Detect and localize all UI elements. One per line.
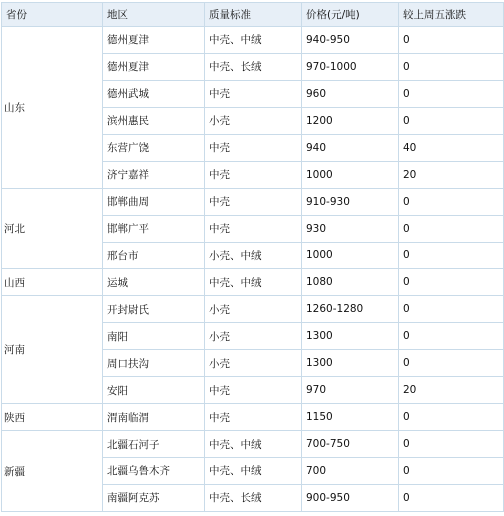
province-cell: 山西 xyxy=(2,269,103,296)
price-cell: 1300 xyxy=(302,323,399,350)
quality-cell: 中壳 xyxy=(205,404,302,431)
quality-cell: 中壳 xyxy=(205,215,302,242)
region-cell: 滨州惠民 xyxy=(103,107,205,134)
province-cell: 山东 xyxy=(2,27,103,189)
region-cell: 周口扶沟 xyxy=(103,350,205,377)
price-cell: 910-930 xyxy=(302,188,399,215)
price-cell: 960 xyxy=(302,80,399,107)
price-cell: 900-950 xyxy=(302,484,399,511)
quality-cell: 中壳、中绒 xyxy=(205,27,302,54)
quality-cell: 中壳、中绒 xyxy=(205,431,302,458)
price-cell: 940 xyxy=(302,134,399,161)
region-cell: 德州武城 xyxy=(103,80,205,107)
price-table xyxy=(1,2,504,512)
change-cell: 0 xyxy=(399,323,504,350)
region-cell: 邢台市 xyxy=(103,242,205,269)
header-region: 地区 xyxy=(103,3,205,27)
header-row xyxy=(2,3,504,27)
province-cell: 陕西 xyxy=(2,404,103,431)
region-cell: 渭南临渭 xyxy=(103,404,205,431)
region-cell: 东营广饶 xyxy=(103,134,205,161)
change-cell: 0 xyxy=(399,215,504,242)
change-cell: 0 xyxy=(399,80,504,107)
change-cell: 0 xyxy=(399,27,504,54)
change-cell: 0 xyxy=(399,431,504,458)
change-cell: 20 xyxy=(399,377,504,404)
region-cell: 北疆石河子 xyxy=(103,431,205,458)
region-cell: 北疆乌鲁木齐 xyxy=(103,458,205,485)
quality-cell: 中壳 xyxy=(205,161,302,188)
region-cell: 开封尉氏 xyxy=(103,296,205,323)
change-cell: 0 xyxy=(399,350,504,377)
table-row xyxy=(2,431,504,458)
price-cell: 1260-1280 xyxy=(302,296,399,323)
price-cell: 700 xyxy=(302,458,399,485)
change-cell: 0 xyxy=(399,296,504,323)
header-price: 价格(元/吨) xyxy=(302,3,399,27)
quality-cell: 中壳、长绒 xyxy=(205,484,302,511)
quality-cell: 中壳、中绒 xyxy=(205,269,302,296)
province-cell: 河南 xyxy=(2,296,103,404)
quality-cell: 小壳 xyxy=(205,296,302,323)
change-cell: 20 xyxy=(399,161,504,188)
price-cell: 1000 xyxy=(302,242,399,269)
price-cell: 700-750 xyxy=(302,431,399,458)
table-row xyxy=(2,188,504,215)
price-cell: 930 xyxy=(302,215,399,242)
region-cell: 南阳 xyxy=(103,323,205,350)
change-cell: 0 xyxy=(399,107,504,134)
region-cell: 邯郸曲周 xyxy=(103,188,205,215)
change-cell: 0 xyxy=(399,53,504,80)
quality-cell: 中壳、中绒 xyxy=(205,458,302,485)
change-cell: 0 xyxy=(399,242,504,269)
price-cell: 1200 xyxy=(302,107,399,134)
quality-cell: 小壳 xyxy=(205,107,302,134)
change-cell: 0 xyxy=(399,269,504,296)
header-province: 省份 xyxy=(2,3,103,27)
province-cell: 河北 xyxy=(2,188,103,269)
quality-cell: 中壳 xyxy=(205,80,302,107)
quality-cell: 中壳 xyxy=(205,134,302,161)
quality-cell: 中壳 xyxy=(205,377,302,404)
price-cell: 1000 xyxy=(302,161,399,188)
region-cell: 邯郸广平 xyxy=(103,215,205,242)
quality-cell: 中壳 xyxy=(205,188,302,215)
change-cell: 0 xyxy=(399,404,504,431)
price-cell: 940-950 xyxy=(302,27,399,54)
quality-cell: 小壳、中绒 xyxy=(205,242,302,269)
price-cell: 970-1000 xyxy=(302,53,399,80)
region-cell: 南疆阿克苏 xyxy=(103,484,205,511)
quality-cell: 小壳 xyxy=(205,323,302,350)
header-change: 较上周五涨跌 xyxy=(399,3,504,27)
table-row xyxy=(2,296,504,323)
region-cell: 运城 xyxy=(103,269,205,296)
change-cell: 0 xyxy=(399,458,504,485)
table-body xyxy=(2,27,504,512)
quality-cell: 中壳、长绒 xyxy=(205,53,302,80)
region-cell: 德州夏津 xyxy=(103,27,205,54)
price-cell: 970 xyxy=(302,377,399,404)
table-row xyxy=(2,269,504,296)
header-quality: 质量标准 xyxy=(205,3,302,27)
table-row xyxy=(2,404,504,431)
price-cell: 1150 xyxy=(302,404,399,431)
price-cell: 1080 xyxy=(302,269,399,296)
change-cell: 0 xyxy=(399,188,504,215)
table-row xyxy=(2,27,504,54)
region-cell: 安阳 xyxy=(103,377,205,404)
region-cell: 德州夏津 xyxy=(103,53,205,80)
quality-cell: 小壳 xyxy=(205,350,302,377)
province-cell: 新疆 xyxy=(2,431,103,512)
change-cell: 40 xyxy=(399,134,504,161)
change-cell: 0 xyxy=(399,484,504,511)
price-cell: 1300 xyxy=(302,350,399,377)
region-cell: 济宁嘉祥 xyxy=(103,161,205,188)
